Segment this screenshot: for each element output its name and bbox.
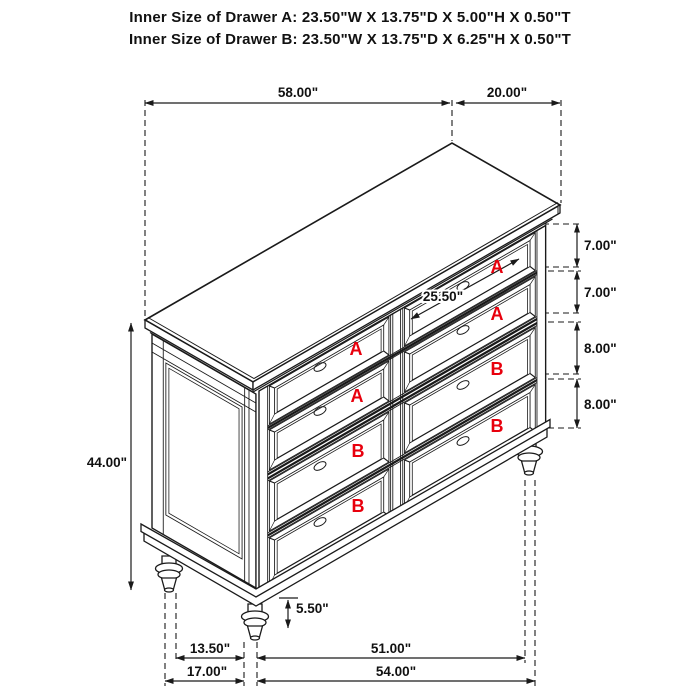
dim-overall-width-label: 58.00" — [277, 85, 319, 100]
drawer-type-label: A — [490, 304, 504, 324]
dim-drawer1-height-label: 7.00" — [584, 238, 617, 253]
drawer-type-label: B — [351, 441, 365, 461]
drawer-type-label: B — [351, 496, 365, 516]
dim-bottom-outer-width-label: 54.00" — [375, 664, 417, 679]
drawer-type-label: A — [350, 386, 364, 406]
front-left-leg — [242, 604, 269, 640]
dim-drawer3-height-label: 8.00" — [584, 341, 617, 356]
drawer-a-inner-size-title: Inner Size of Drawer A: 23.50"W X 13.75"D X 5.00"H X 0.50"T — [129, 9, 571, 26]
drawer-b-inner-size-title: Inner Size of Drawer B: 23.50"W X 13.75"D X 6.25"H X 0.50"T — [128, 31, 572, 48]
dim-bottom-inner-width-label: 51.00" — [370, 641, 412, 656]
dim-bottom-inner-depth-label: 13.50" — [189, 641, 231, 656]
drawer-type-label: B — [490, 416, 504, 436]
dim-bottom-outer-depth-label: 17.00" — [186, 664, 228, 679]
drawer-type-label: A — [349, 339, 363, 359]
dim-overall-depth-label: 20.00" — [486, 85, 528, 100]
dim-drawer4-height-label: 8.00" — [584, 397, 617, 412]
dim-drawer2-height-label: 7.00" — [584, 285, 617, 300]
dim-drawer-face-width-label: 25.50" — [422, 289, 464, 304]
drawer-type-label: B — [490, 359, 504, 379]
dim-leg-height-label: 5.50" — [296, 601, 329, 616]
drawer-type-label: A — [490, 257, 504, 277]
dim-overall-height-label: 44.00" — [86, 455, 127, 470]
